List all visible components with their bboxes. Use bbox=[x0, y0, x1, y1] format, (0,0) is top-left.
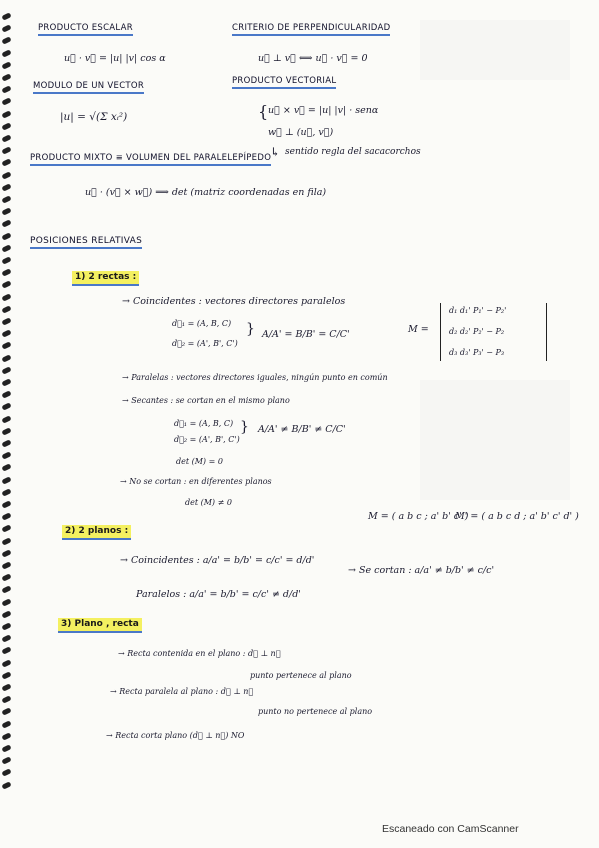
spiral-ring bbox=[1, 183, 11, 191]
spiral-ring bbox=[1, 354, 11, 362]
spiral-ring bbox=[1, 537, 11, 545]
vectorial-title: PRODUCTO VECTORIAL bbox=[232, 77, 336, 89]
spiral-ring bbox=[1, 110, 11, 118]
modulo-title: MODULO DE UN VECTOR bbox=[33, 82, 144, 94]
spiral-ring bbox=[1, 49, 11, 57]
recta-contenida: → Recta contenida en el plano : d⃗ ⊥ n⃗ bbox=[118, 649, 281, 658]
spiral-ring bbox=[1, 464, 11, 472]
rectas-no-se-cortan: → No se cortan : en diferentes planos bbox=[120, 477, 272, 486]
spiral-ring bbox=[1, 171, 11, 179]
plano-recta-title: 3) Plano , recta bbox=[58, 618, 142, 633]
spiral-ring bbox=[1, 195, 11, 203]
rectas-brace: } bbox=[246, 321, 255, 337]
bleed-through bbox=[420, 380, 570, 500]
criterio-title: CRITERIO DE PERPENDICULARIDAD bbox=[232, 24, 390, 36]
spiral-ring bbox=[1, 25, 11, 33]
spiral-ring bbox=[1, 61, 11, 69]
rectas-coincidentes: → Coincidentes : vectores directores paralelos bbox=[122, 296, 346, 307]
spiral-ring bbox=[1, 98, 11, 106]
spiral-ring bbox=[1, 12, 11, 20]
secantes-d2: d⃗₂ = (A', B', C') bbox=[174, 435, 240, 444]
recta-contenida-note: punto pertenece al plano bbox=[250, 671, 352, 680]
spiral-ring bbox=[1, 378, 11, 386]
planos-paralelos: Paralelos : a/a' = b/b' = c/c' ≠ d/d' bbox=[136, 589, 301, 600]
spiral-ring bbox=[1, 757, 11, 765]
spiral-ring bbox=[1, 598, 11, 606]
secantes-det: det (M) = 0 bbox=[176, 457, 223, 466]
spiral-ring bbox=[1, 561, 11, 569]
spiral-ring bbox=[1, 330, 11, 338]
rectas-d1: d⃗₁ = (A, B, C) bbox=[172, 319, 232, 328]
matrix-left-bar bbox=[440, 303, 441, 361]
spiral-ring bbox=[1, 708, 11, 716]
producto-escalar-title: PRODUCTO ESCALAR bbox=[38, 24, 133, 36]
spiral-ring bbox=[1, 744, 11, 752]
rectas-d2: d⃗₂ = (A', B', C') bbox=[172, 339, 238, 348]
spiral-ring bbox=[1, 622, 11, 630]
bleed-through bbox=[420, 20, 570, 80]
planos-coincidentes: → Coincidentes : a/a' = b/b' = c/c' = d/d' bbox=[120, 555, 315, 566]
posiciones-title: POSICIONES RELATIVAS bbox=[30, 237, 142, 249]
spiral-ring bbox=[1, 73, 11, 81]
planos-se-cortan: → Se cortan : a/a' ≠ b/b' ≠ c/c' bbox=[348, 565, 495, 576]
matrix-row: d₃ d₃' P₃' − P₃ bbox=[449, 348, 505, 357]
planos-m-small: M = ( a b c ; a' b' c' ) bbox=[368, 511, 469, 522]
scanner-footer: Escaneado con CamScanner bbox=[382, 823, 519, 835]
spiral-ring bbox=[1, 37, 11, 45]
rectas-secantes: → Secantes : se cortan en el mismo plano bbox=[122, 396, 290, 405]
matrix-row: d₁ d₁' P₁' − P₂' bbox=[449, 306, 507, 315]
spiral-ring bbox=[1, 781, 11, 789]
spiral-ring bbox=[1, 208, 11, 216]
vectorial-brace: { bbox=[258, 102, 269, 121]
spiral-ring bbox=[1, 769, 11, 777]
spiral-ring bbox=[1, 635, 11, 643]
spiral-ring bbox=[1, 317, 11, 325]
spiral-ring bbox=[1, 220, 11, 228]
vectorial-line2: w⃗ ⊥ (u⃗, v⃗) bbox=[268, 127, 334, 138]
spiral-ring bbox=[1, 147, 11, 155]
matrix-right-bar bbox=[546, 303, 547, 361]
spiral-ring bbox=[1, 415, 11, 423]
spiral-ring bbox=[1, 659, 11, 667]
spiral-ring bbox=[1, 452, 11, 460]
producto-escalar-formula: u⃗ · v⃗ = |u| |v| cos α bbox=[64, 53, 166, 64]
secantes-d1: d⃗₁ = (A, B, C) bbox=[174, 419, 234, 428]
spiral-ring bbox=[1, 305, 11, 313]
spiral-ring bbox=[1, 269, 11, 277]
recta-paralela: → Recta paralela al plano : d⃗ ⊥ n⃗ bbox=[110, 687, 254, 696]
recta-paralela-note: punto no pertenece al plano bbox=[258, 707, 373, 716]
spiral-ring bbox=[1, 244, 11, 252]
spiral-ring bbox=[1, 647, 11, 655]
secantes-brace: } bbox=[240, 419, 249, 435]
secantes-ratio: A/A' ≠ B/B' ≠ C/C' bbox=[258, 424, 346, 435]
spiral-ring bbox=[1, 549, 11, 557]
no-se-cortan-det: det (M) ≠ 0 bbox=[185, 498, 232, 507]
spiral-ring bbox=[1, 281, 11, 289]
rectas-title: 1) 2 rectas : bbox=[72, 271, 139, 286]
spiral-ring bbox=[1, 134, 11, 142]
vectorial-hook: ↳ bbox=[270, 145, 281, 159]
spiral-ring bbox=[1, 732, 11, 740]
spiral-ring bbox=[1, 513, 11, 521]
matrix-row: d₂ d₂' P₂' − P₂ bbox=[449, 327, 505, 336]
spiral-ring bbox=[1, 476, 11, 484]
mixto-formula: u⃗ · (v⃗ × w⃗) ⟹ det (matriz coordenadas en fila) bbox=[85, 187, 327, 198]
planos-title: 2) 2 planos : bbox=[62, 525, 131, 540]
planos-m-ext: M' = ( a b c d ; a' b' c' d' ) bbox=[455, 511, 579, 522]
spiral-ring bbox=[1, 122, 11, 130]
spiral-ring bbox=[1, 720, 11, 728]
spiral-ring bbox=[1, 391, 11, 399]
spiral-ring bbox=[1, 671, 11, 679]
vectorial-line3: sentido regla del sacacorchos bbox=[285, 147, 421, 157]
recta-corta: → Recta corta plano (d⃗ ⊥ n⃗) NO bbox=[106, 731, 245, 740]
vectorial-line1: u⃗ × v⃗ = |u| |v| · senα bbox=[268, 105, 379, 116]
spiral-ring bbox=[1, 488, 11, 496]
spiral-ring bbox=[1, 586, 11, 594]
spiral-ring bbox=[1, 696, 11, 704]
rectas-ratio: A/A' = B/B' = C/C' bbox=[262, 329, 350, 340]
spiral-ring bbox=[1, 525, 11, 533]
mixto-title: PRODUCTO MIXTO ≡ VOLUMEN DEL PARALELEPÍPEDO bbox=[30, 154, 271, 166]
spiral-binding bbox=[0, 0, 14, 848]
spiral-ring bbox=[1, 159, 11, 167]
spiral-ring bbox=[1, 256, 11, 264]
spiral-ring bbox=[1, 403, 11, 411]
spiral-ring bbox=[1, 86, 11, 94]
rectas-paralelas: → Paralelas : vectores directores iguales, ningún punto en común bbox=[122, 373, 388, 382]
spiral-ring bbox=[1, 610, 11, 618]
spiral-ring bbox=[1, 342, 11, 350]
spiral-ring bbox=[1, 293, 11, 301]
matrix-m-label: M = bbox=[408, 324, 429, 335]
modulo-formula: |u| = √(Σ xᵢ²) bbox=[60, 111, 128, 123]
spiral-ring bbox=[1, 439, 11, 447]
spiral-ring bbox=[1, 427, 11, 435]
spiral-ring bbox=[1, 366, 11, 374]
spiral-ring bbox=[1, 232, 11, 240]
spiral-ring bbox=[1, 574, 11, 582]
spiral-ring bbox=[1, 500, 11, 508]
spiral-ring bbox=[1, 683, 11, 691]
criterio-formula: u⃗ ⊥ v⃗ ⟺ u⃗ · v⃗ = 0 bbox=[258, 53, 368, 64]
